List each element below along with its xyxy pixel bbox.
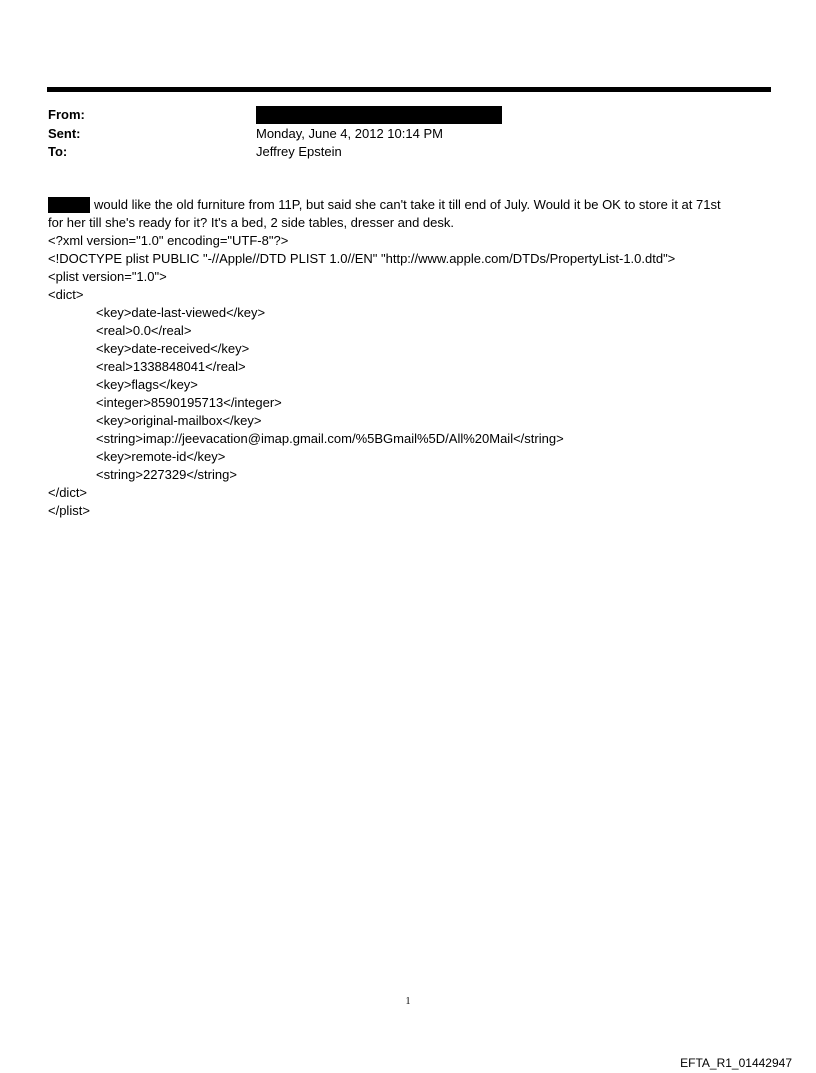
to-row xyxy=(48,143,748,162)
from-label: From: xyxy=(48,107,85,122)
plist-close: </plist> xyxy=(48,503,90,518)
doctype-line: <!DOCTYPE plist PUBLIC "-//Apple//DTD PLIST 1.0//EN" "http://www.apple.com/DTDs/PropertyList-1.0.dtd"> xyxy=(48,251,676,266)
message-line-2: for her till she's ready for it? It's a bed, 2 side tables, dresser and desk. xyxy=(48,215,455,230)
plist-entry: <real>1338848041</real> xyxy=(96,359,246,374)
plist-entry: <integer>8590195713</integer> xyxy=(96,395,282,410)
sent-row xyxy=(48,125,748,144)
plist-open: <plist version="1.0"> xyxy=(48,269,167,284)
email-body xyxy=(48,196,768,520)
from-row xyxy=(48,106,748,125)
to-value: Jeffrey Epstein xyxy=(256,144,342,159)
plist-entry: <key>date-received</key> xyxy=(96,341,250,356)
redaction-block xyxy=(48,197,90,213)
header-divider xyxy=(47,87,771,92)
message-line-1 xyxy=(48,196,768,214)
dict-open: <dict> xyxy=(48,287,84,302)
email-header xyxy=(48,106,748,162)
plist-entry: <string>imap://jeevacation@imap.gmail.com/%5BGmail%5D/All%20Mail</string> xyxy=(96,431,564,446)
plist-entry: <key>remote-id</key> xyxy=(96,449,226,464)
sent-label: Sent: xyxy=(48,125,81,141)
from-value xyxy=(256,106,502,125)
to-label: To: xyxy=(48,144,68,159)
document-id: EFTA_R1_01442947 xyxy=(680,1056,792,1070)
message-text-1: would like the old furniture from 11P, but said she can't take it till end of July. Would it be OK to store it at 71st xyxy=(94,197,721,212)
plist-entry: <key>flags</key> xyxy=(96,377,198,392)
plist-entry: <string>227329</string> xyxy=(96,467,237,482)
plist-entry: <real>0.0</real> xyxy=(96,323,192,338)
page-number: 1 xyxy=(405,996,411,1007)
sent-value: Monday, June 4, 2012 10:14 PM xyxy=(256,125,443,141)
redaction-block xyxy=(256,106,502,124)
dict-close: </dict> xyxy=(48,485,88,500)
xml-declaration: <?xml version="1.0" encoding="UTF-8"?> xyxy=(48,233,289,248)
plist-entry: <key>date-last-viewed</key> xyxy=(96,305,266,320)
plist-entry: <key>original-mailbox</key> xyxy=(96,413,262,428)
